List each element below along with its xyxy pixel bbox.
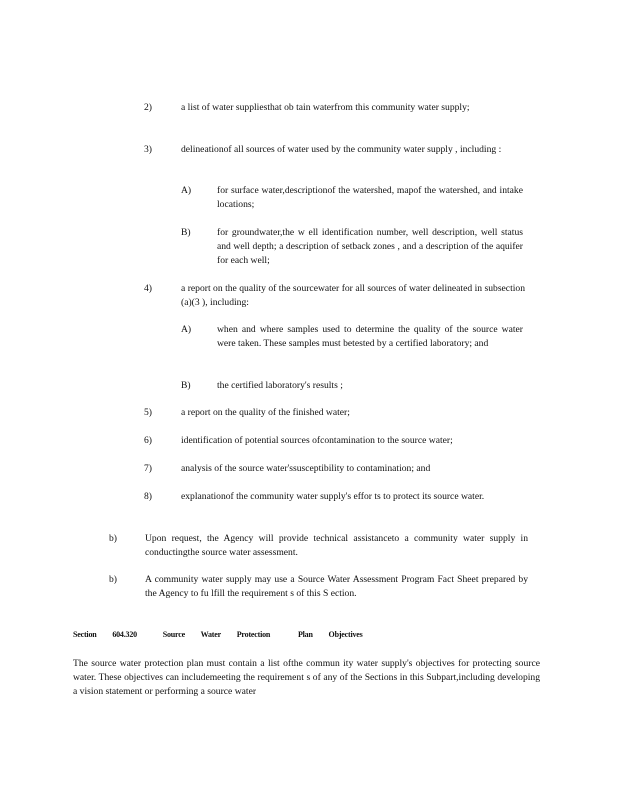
section-title-word: Water bbox=[200, 630, 221, 639]
item-label: 6) bbox=[144, 435, 152, 446]
section-heading bbox=[73, 630, 377, 639]
section-title-word: Source bbox=[162, 630, 185, 639]
item-label: B) bbox=[181, 380, 191, 391]
item-label: 7) bbox=[144, 463, 152, 474]
item-label: A) bbox=[181, 324, 192, 335]
item-label: b) bbox=[109, 533, 117, 544]
item-text: for groundwater,the w ell identification number, well description, well status and well depth; a description of setback zones , and a description of the aquifer for each well; bbox=[217, 227, 523, 266]
item-label: 5) bbox=[144, 407, 152, 418]
item-text: identification of potential sources ofcontamination to the source water; bbox=[181, 435, 453, 446]
item-label: b) bbox=[109, 574, 117, 585]
item-label: 3) bbox=[144, 144, 152, 155]
item-text: Upon request, the Agency will provide technical assistanceto a community water supply in conductingthe source water assessment. bbox=[145, 533, 528, 558]
item-text: delineationof all sources of water used by the community water supply , including : bbox=[181, 144, 502, 155]
body-paragraph: The source water protection plan must contain a list ofthe commun ity water supply's objectives for protecting source water. These objectives can includemeeting the requirement s of any of the Sections in this Subpart,including developing a vision statement or performing a source water bbox=[73, 658, 540, 697]
item-text: A community water supply may use a Source Water Assessment Program Fact Sheet prepared by the Agency to fu lfill the requirement s of this S ection. bbox=[145, 574, 528, 599]
item-text: when and where samples used to determine the quality of the source water were taken. These samples must betested by a certified laboratory; and bbox=[217, 324, 523, 349]
item-text: explanationof the community water supply's effor ts to protect its source water. bbox=[181, 491, 485, 502]
item-label: 2) bbox=[144, 102, 152, 113]
section-title-word: Protection bbox=[236, 630, 271, 639]
item-text: the certified laboratory's results ; bbox=[217, 380, 343, 391]
item-label: 8) bbox=[144, 491, 152, 502]
section-title-word: Plan bbox=[297, 630, 313, 639]
item-text: a list of water suppliesthat ob tain waterfrom this community water supply; bbox=[181, 102, 470, 113]
section-number: 604.320 bbox=[112, 630, 137, 639]
item-text: a report on the quality of the sourcewater for all sources of water delineated in subsection (a)(3 ), including: bbox=[181, 283, 525, 308]
item-text: a report on the quality of the finished water; bbox=[181, 407, 350, 418]
item-label: A) bbox=[181, 185, 192, 196]
item-text: for surface water,descriptionof the watershed, mapof the watershed, and intake locations; bbox=[217, 185, 523, 210]
item-label: 4) bbox=[144, 283, 152, 294]
item-text: analysis of the source water'ssusceptibility to contamination; and bbox=[181, 463, 431, 474]
section-title-word: Objectives bbox=[328, 630, 363, 639]
item-label: B) bbox=[181, 227, 191, 238]
section-word: Section bbox=[73, 630, 97, 639]
